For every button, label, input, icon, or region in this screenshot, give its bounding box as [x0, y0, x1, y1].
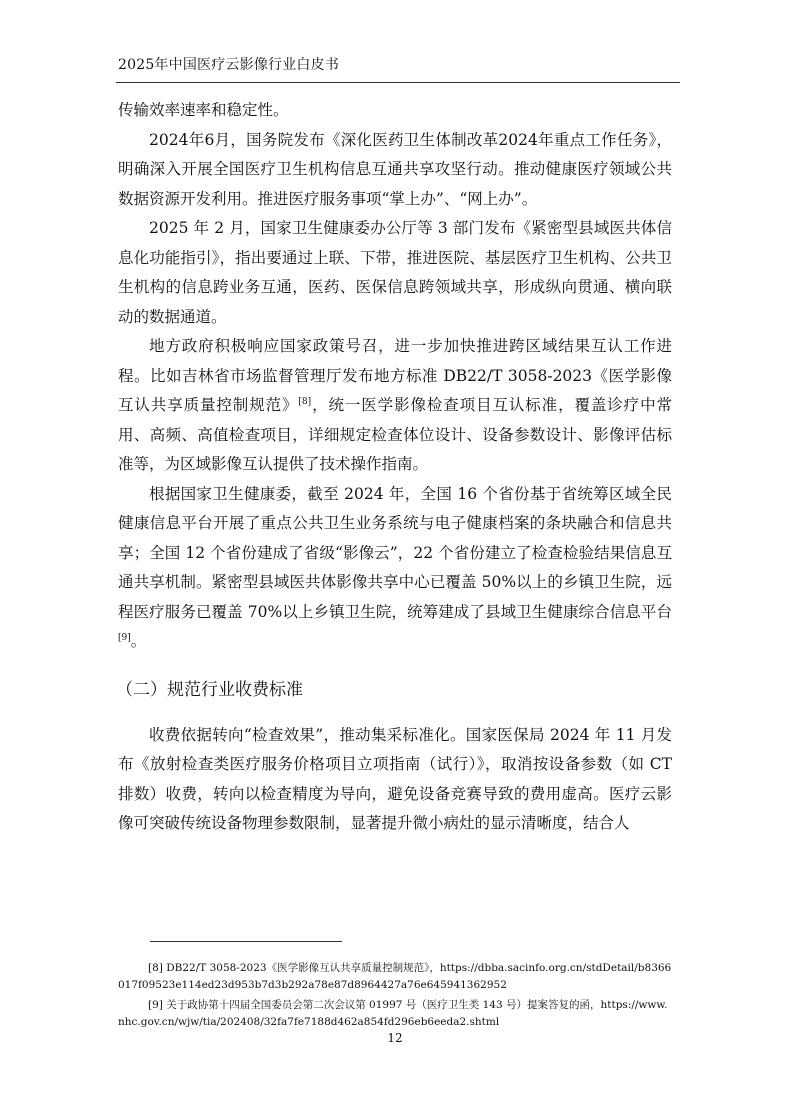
- footnote-ref-8[interactable]: [8]: [298, 397, 312, 407]
- paragraph-state-council: 2024年6月，国务院发布《深化医药卫生体制改革2024年重点工作任务》，明确深入开展全国医疗卫生机构信息互通共享攻坚行动。推动健康医疗领域公共数据资源开发利用。推进医疗服务事项“掌上办”、“网上办”。: [118, 130, 672, 208]
- footnote-ref-9[interactable]: [9]: [118, 633, 131, 643]
- header-divider: [116, 82, 680, 83]
- paragraph-text: ，统一医学影像检查项目互认标准，覆盖诊疗中常用、高频、高值检查项目，详细规定检查体位设计、设备参数设计、影像评估标准等，为区域影像互认提供了技术操作指南。: [118, 396, 672, 473]
- footnote-divider: [150, 941, 342, 942]
- page-number: 12: [387, 1031, 403, 1045]
- main-content: [118, 96, 672, 839]
- paragraph-text: 地方政府积极响应国家政策号召，进一步加快推进跨区域结果互认工作进程。比如吉林省市场监督管理厅发布地方标准 DB22/T 3058-2023《医学影像互认共享质量控制规范》: [118, 337, 672, 414]
- footnote-8: [8] DB22/T 3058-2023《医学影像互认共享质量控制规范》，https://dbba.sacinfo.org.cn/stdDetail/b8366017f09523e114ed23d953b7d3b292a78e87d8964427a76e645941362952: [118, 962, 672, 991]
- section-heading: （二）规范行业收费标准: [116, 679, 303, 700]
- paragraph-continuation: 传输效率速率和稳定性。: [118, 101, 289, 119]
- paragraph-fee-standard: 收费依据转向“检查效果”，推动集采标准化。国家医保局 2024 年 11 月发布《放射检查类医疗服务价格项目立项指南（试行）》，取消按设备参数（如 CT 排数）收费，转向以检查精度为导向，避免设备竞赛导致的费用虚高。医疗云影像可突破传统设备物理参数限制，显著提升微小病灶的显示清晰度，结合人: [118, 725, 672, 832]
- paragraph-local-government: [118, 332, 672, 480]
- running-header: 2025年中国医疗云影像行业白皮书: [118, 57, 340, 73]
- paragraph-text: 根据国家卫生健康委，截至 2024 年，全国 16 个省份基于省统筹区域全民健康信息平台开展了重点公共卫生业务系统与电子健康档案的条块融合和信息共享；全国 12 个省份建成了省级“影像云”，22 个省份建立了检查检验结果信息互通共享机制。紧密型县域医共体影像共享中心已覆盖 50%以上的乡镇卫生院，远程医疗服务已覆盖 70%以上乡镇卫生院，统筹建成了县域卫生健康综合信息平台: [118, 484, 672, 621]
- paragraph-nhc-guideline: 2025 年 2 月，国家卫生健康委办公厅等 3 部门发布《紧密型县域医共体信息化功能指引》，指出要通过上联、下带，推进医院、基层医疗卫生机构、公共卫生机构的信息跨业务互通，医药、医保信息跨领域共享，形成纵向贯通、横向联动的数据通道。: [118, 219, 672, 326]
- paragraph-text: 。: [130, 632, 147, 650]
- footnotes: [118, 960, 672, 1034]
- paragraph-statistics: [118, 480, 672, 657]
- footnote-9: [9] 关于政协第十四届全国委员会第二次会议第 01997 号（医疗卫生类 143 号）提案答复的函，https://www.nhc.gov.cn/wjw/tia/202408/32fa7fe7188d462a854fd296eb6eeda2.shtml: [118, 999, 668, 1028]
